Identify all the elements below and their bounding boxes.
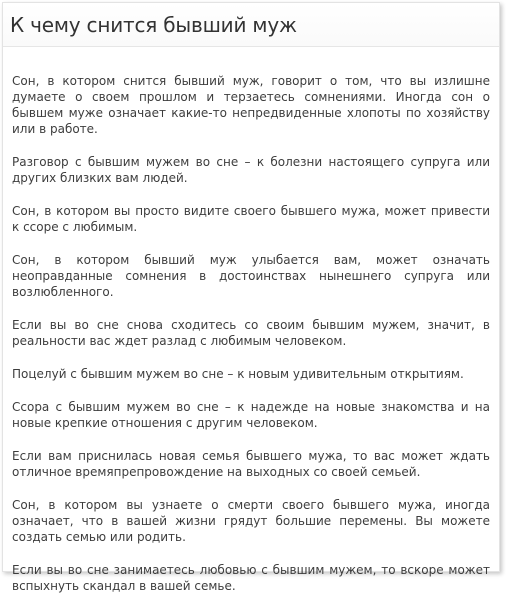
article-paragraph: Сон, в котором снится бывший муж, говорит о том, что вы излишне думаете о своем прошлом и терзаетесь сомнениями. Иногда сон о бывшем муже означает какие-то непредвиденные хлопоты по хозяйству или в работе.	[12, 74, 490, 136]
article-paragraph: Если вы во сне снова сходитесь со своим бывшим мужем, значит, в реальности вас ждет разлад с любимым человеком.	[12, 318, 490, 348]
article-paragraph: Разговор с бывшим мужем во сне – к болезни настоящего супруга или других близких вам людей.	[12, 155, 490, 185]
article-paragraph: Сон, в котором вы просто видите своего бывшего мужа, может привести к ссоре с любимым.	[12, 204, 490, 234]
article-body	[3, 47, 499, 594]
article-paragraph: Ссора с бывшим мужем во сне – к надежде на новые знакомства и на новые крепкие отношения с другим человеком.	[12, 400, 490, 430]
article-paragraph: Сон, в котором вы узнаете о смерти своего бывшего мужа, иногда означает, что в вашей жизни грядут большие перемены. Вы можете создать семью или родить.	[12, 498, 490, 544]
article-paragraph: Поцелуй с бывшим мужем во сне – к новым удивительным открытиям.	[12, 367, 464, 381]
article-card	[2, 2, 500, 593]
article-paragraph: Если вам приснилась новая семья бывшего мужа, то вас может ждать отличное времяпрепровождение на выходных со своей семьей.	[12, 449, 490, 479]
article-paragraph: Сон, в котором бывший муж улыбается вам, может означать неоправданные сомнения в достоинствах нынешнего супруга или возлюбленного.	[12, 253, 490, 299]
article-title: К чему снится бывший муж	[10, 13, 297, 37]
article-paragraph: Если вы во сне занимаетесь любовью с бывшим мужем, то вскоре может вспыхнуть скандал в вашей семье.	[12, 563, 490, 593]
article-header	[3, 3, 499, 47]
